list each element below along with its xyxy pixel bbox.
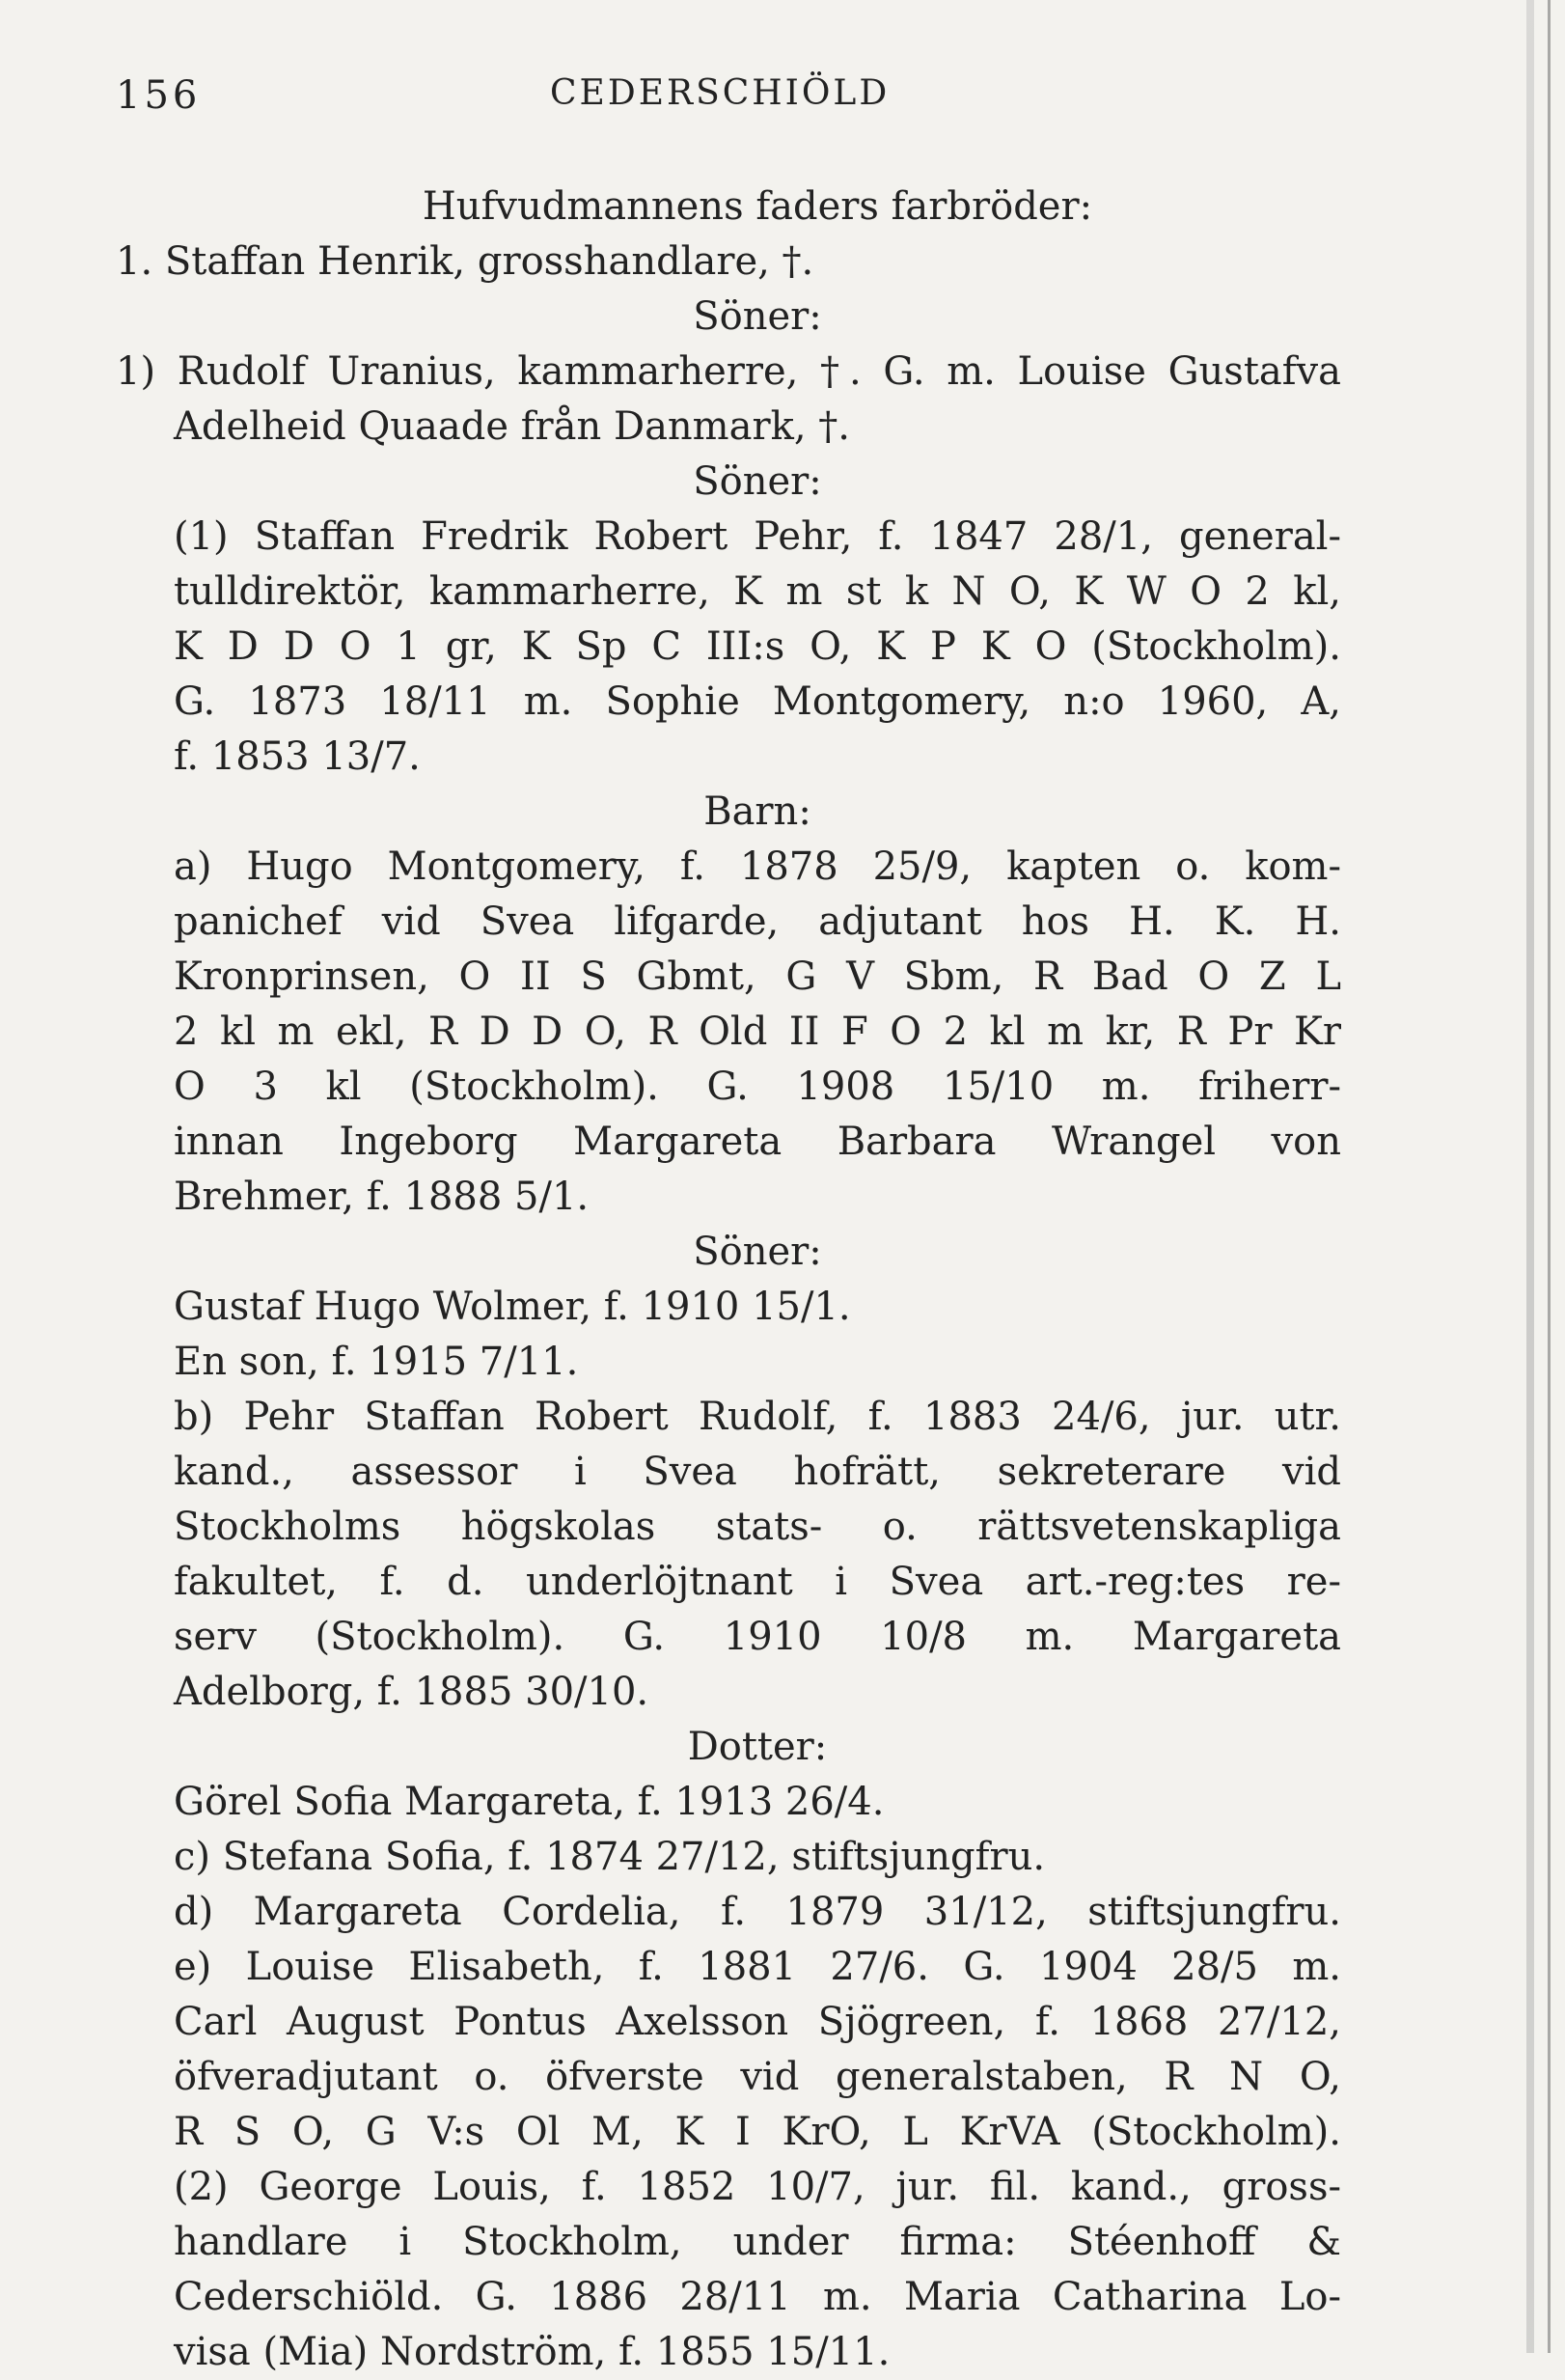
entry-line: b) Pehr Staffan Robert Rudolf, f. 1883 24/6, jur. utr. (174, 1395, 1341, 1439)
text-body (116, 180, 1341, 2380)
entry-line: handlare i Stockholm, under firma: Stéenhoff & (174, 2220, 1341, 2264)
page-edge-shadow (1526, 0, 1534, 2353)
entry-line: c) Stefana Sofia, f. 1874 27/12, stiftsjungfru. (174, 1835, 1046, 1879)
entry-line: serv (Stockholm). G. 1910 10/8 m. Margareta (174, 1615, 1341, 1659)
entry-line: Adelheid Quaade från Danmark, †. (174, 404, 850, 449)
page-edge-line (1548, 0, 1551, 2353)
entry-line: (1) Staffan Fredrik Robert Pehr, f. 1847 28/1, general- (174, 514, 1341, 559)
section-heading: Hufvudmannens faders farbröder: (422, 184, 1093, 229)
entry-line: fakultet, f. d. underlöjtnant i Svea art.-reg:tes re- (174, 1560, 1341, 1604)
entry-line: panichef vid Svea lifgarde, adjutant hos H. K. H. (174, 899, 1341, 944)
entry-line: tulldirektör, kammarherre, K m st k N O, K W O 2 kl, (174, 569, 1341, 614)
page-header (0, 73, 1565, 131)
entry-line: Carl August Pontus Axelsson Sjögreen, f. 1868 27/12, (174, 2000, 1341, 2044)
entry-line: Gustaf Hugo Wolmer, f. 1910 15/1. (174, 1285, 851, 1329)
entry-line: K D D O 1 gr, K Sp C III:s O, K P K O (Stockholm). (174, 624, 1341, 669)
subheading: Söner: (693, 1230, 822, 1274)
entry-line: 2 kl m ekl, R D D O, R Old II F O 2 kl m kr, R Pr Kr (174, 1010, 1341, 1054)
entry-line: (2) George Louis, f. 1852 10/7, jur. fil. kand., gross- (174, 2165, 1341, 2209)
entry-line: R S O, G V:s Ol M, K I KrO, L KrVA (Stockholm). (174, 2110, 1341, 2154)
entry-line: innan Ingeborg Margareta Barbara Wrangel von (174, 1120, 1341, 1164)
entry-line: 1) Rudolf Uranius, kammarherre, †. G. m. Louise Gustafva (116, 349, 1341, 394)
page-number: 156 (116, 73, 202, 118)
entry-line: f. 1853 13/7. (174, 734, 421, 779)
entry-line: a) Hugo Montgomery, f. 1878 25/9, kapten o. kom- (174, 844, 1341, 889)
entry-line: Görel Sofia Margareta, f. 1913 26/4. (174, 1780, 885, 1824)
entry-line: kand., assessor i Svea hofrätt, sekreterare vid (174, 1450, 1341, 1494)
entry-line: O 3 kl (Stockholm). G. 1908 15/10 m. friherr- (174, 1065, 1341, 1109)
running-title: CEDERSCHIÖLD (550, 73, 891, 113)
subheading: Dotter: (687, 1725, 828, 1769)
entry-line: Cederschiöld. G. 1886 28/11 m. Maria Catharina Lo- (174, 2275, 1341, 2319)
entry-line: e) Louise Elisabeth, f. 1881 27/6. G. 1904 28/5 m. (174, 1945, 1341, 1989)
entry-line: En son, f. 1915 7/11. (174, 1340, 579, 1384)
subheading: Barn: (703, 789, 811, 834)
entry-line: d) Margareta Cordelia, f. 1879 31/12, stiftsjungfru. (174, 1890, 1341, 1934)
entry-line: öfveradjutant o. öfverste vid generalstaben, R N O, (174, 2055, 1341, 2099)
entry-line: 1. Staffan Henrik, grosshandlare, †. (116, 239, 814, 284)
entry-line: Adelborg, f. 1885 30/10. (174, 1670, 649, 1714)
entry-line: Kronprinsen, O II S Gbmt, G V Sbm, R Bad O Z L (174, 955, 1341, 999)
entry-line: Stockholms högskolas stats- o. rättsvetenskapliga (174, 1505, 1341, 1549)
subheading: Söner: (693, 294, 822, 339)
entry-line: G. 1873 18/11 m. Sophie Montgomery, n:o 1960, A, (174, 679, 1341, 724)
entry-line: visa (Mia) Nordström, f. 1855 15/11. (174, 2330, 891, 2374)
subheading: Söner: (693, 459, 822, 504)
entry-line: Brehmer, f. 1888 5/1. (174, 1175, 590, 1219)
